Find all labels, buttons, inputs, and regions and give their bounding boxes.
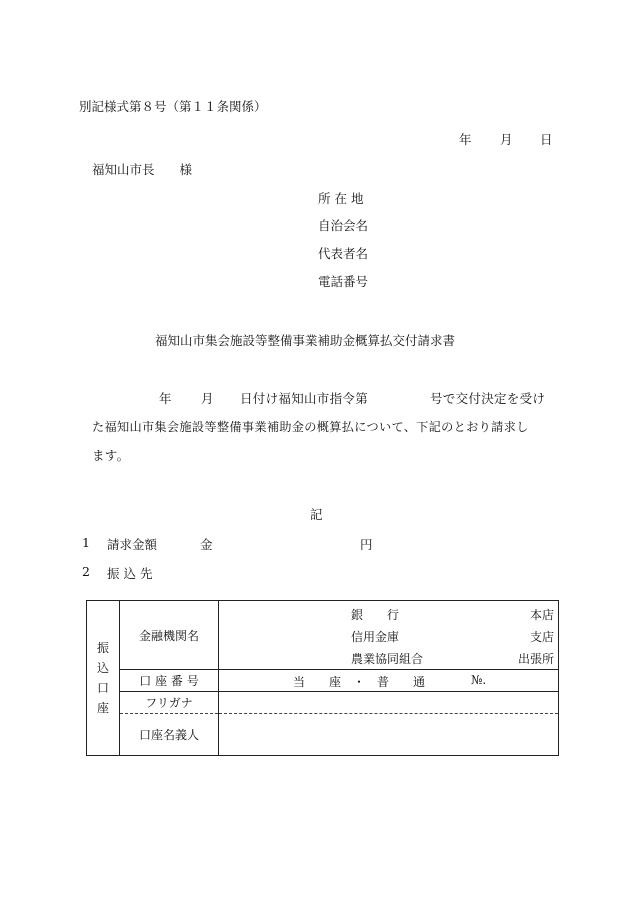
body-directive: 日付け福知山市指令第 — [240, 391, 369, 406]
item1-number: 1 — [82, 535, 90, 550]
account-number-cell[interactable] — [219, 670, 559, 692]
body-year: 年 — [159, 391, 172, 406]
item1-label: 請求金額 — [107, 537, 158, 552]
body-month: 月 — [201, 391, 214, 406]
item2-label: 振 込 先 — [107, 566, 153, 581]
date-day: 日 — [540, 132, 553, 147]
transfer-account-table — [86, 600, 559, 756]
item1-yen: 円 — [360, 537, 373, 552]
item2-number: 2 — [82, 564, 90, 579]
bank-type-shinkin: 信用金庫 — [351, 630, 400, 644]
ki-heading: 記 — [310, 507, 323, 522]
account-number-label: 口 座 番 号 — [120, 670, 219, 692]
applicant-phone-label: 電話番号 — [318, 274, 369, 289]
date-year: 年 — [459, 132, 472, 147]
account-holder-cell[interactable] — [219, 714, 559, 756]
vertical-char: 座 — [96, 701, 109, 715]
vertical-char: 振 — [96, 641, 109, 655]
applicant-representative-label: 代表者名 — [318, 246, 369, 261]
bank-type-bank: 銀 行 — [351, 608, 400, 622]
item1-kin: 金 — [200, 537, 213, 552]
vertical-label-cell — [87, 601, 120, 756]
bank-branch-shucchojo: 出張所 — [517, 652, 554, 666]
form-id: 別記様式第８号（第１１条関係） — [79, 99, 267, 114]
body-decision: 号で交付決定を受け — [430, 391, 546, 406]
furigana-cell[interactable] — [219, 692, 559, 714]
applicant-association-label: 自治会名 — [318, 218, 369, 233]
bank-name-cell[interactable] — [219, 601, 559, 670]
addressee: 福知山市長 様 — [92, 162, 193, 177]
vertical-char: 込 — [96, 661, 109, 675]
vertical-char: 口 — [96, 681, 109, 695]
furigana-label: フリガナ — [120, 692, 219, 714]
bank-type-ja: 農業協同組合 — [351, 652, 424, 666]
bank-branch-honten: 本店 — [529, 608, 554, 622]
bank-name-label: 金融機関名 — [120, 601, 219, 670]
body-line-3: ます。 — [92, 448, 130, 463]
applicant-address-label: 所 在 地 — [318, 191, 364, 206]
body-line-2: た福知山市集会施設等整備事業補助金の概算払について、下記のとおり請求し — [92, 420, 529, 434]
bank-branch-shiten: 支店 — [529, 630, 554, 644]
account-holder-label: 口座名義人 — [120, 714, 219, 756]
document-title: 福知山市集会施設等整備事業補助金概算払交付請求書 — [155, 333, 456, 348]
account-no-label: №. — [471, 673, 487, 687]
date-month: 月 — [500, 132, 513, 147]
account-type-options: 当 座 ・ 普 通 — [293, 675, 426, 689]
